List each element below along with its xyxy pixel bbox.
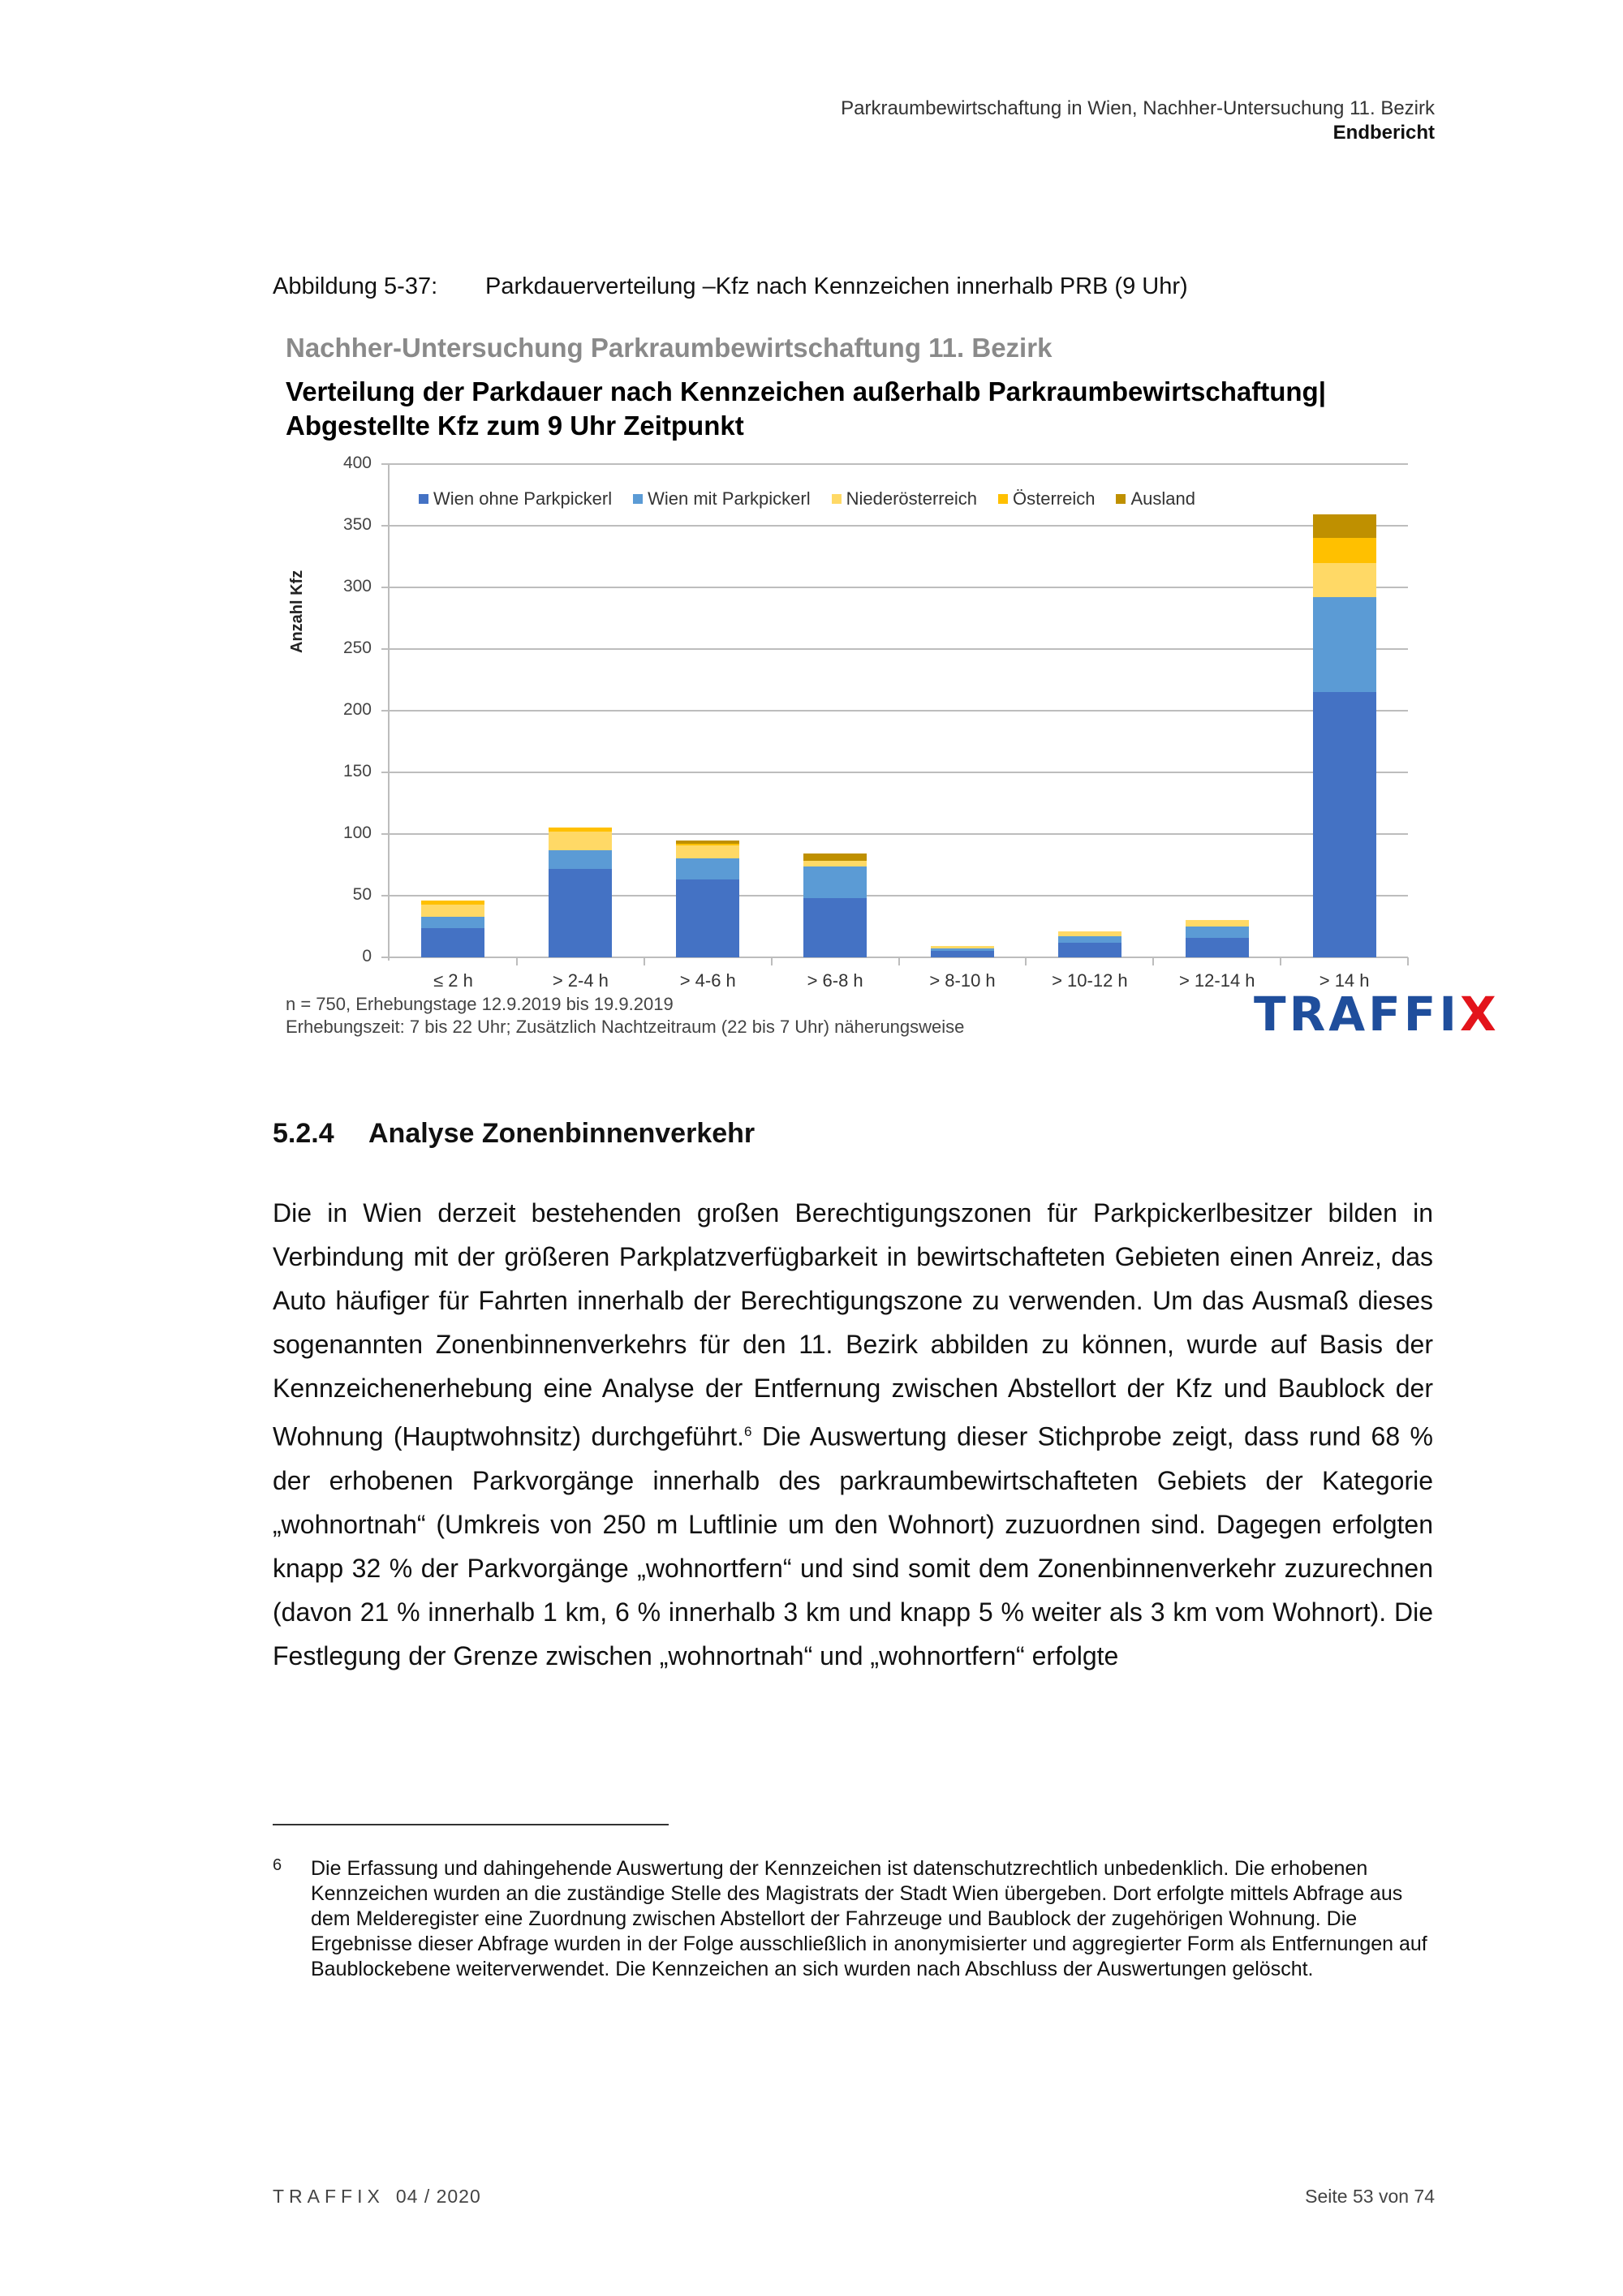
legend-item <box>633 488 810 510</box>
chart-title-line-1: Verteilung der Parkdauer nach Kennzeichen außerhalb Parkraumbewirtschaftung| <box>286 376 1326 406</box>
gridline <box>381 463 1408 465</box>
footnote-separator <box>273 1824 669 1825</box>
chart-note-time: Erhebungszeit: 7 bis 22 Uhr; Zusätzlich Nachtzeitraum (22 bis 7 Uhr) näherungsweise <box>286 1017 965 1037</box>
y-tick-label: 300 <box>342 577 372 595</box>
legend-item <box>1116 488 1195 510</box>
y-axis-line <box>388 464 390 961</box>
bar-stack <box>1186 920 1249 957</box>
body-paragraph <box>273 1191 1433 1678</box>
footnote-reference[interactable]: 6 <box>744 1424 752 1439</box>
x-tick <box>898 957 900 965</box>
bar-segment <box>1186 920 1249 927</box>
x-tick-label: > 4-6 h <box>679 970 736 991</box>
y-tick-label: 350 <box>342 515 372 534</box>
x-tick-label: > 2-4 h <box>552 970 609 991</box>
legend-label: Niederösterreich <box>846 488 977 509</box>
traffix-logo <box>1254 987 1500 1042</box>
chart-supertitle: Nachher-Untersuchung Parkraumbewirtschaftung 11. Bezirk <box>286 333 1053 363</box>
bar-stack <box>803 853 867 957</box>
chart-legend <box>419 488 1195 510</box>
gridline <box>381 833 1408 835</box>
legend-item <box>998 488 1095 510</box>
x-tick-label: > 10-12 h <box>1052 970 1128 991</box>
bar-segment <box>549 869 612 957</box>
bar-segment <box>1313 597 1376 692</box>
x-tick <box>1025 957 1027 965</box>
legend-item <box>832 488 977 510</box>
legend-swatch-icon <box>633 494 643 504</box>
figure-number: Abbildung 5-37: <box>273 273 438 299</box>
bar-stack <box>931 946 994 957</box>
running-header-subtitle: Endbericht <box>1332 122 1435 144</box>
body-text-part-1: Die in Wien derzeit bestehenden großen Berechtigungszonen für Parkpickerlbesitzer bilden in Verbindung mit der größeren Parkplatzverfügbarkeit in bewirtschafteten Gebieten einen Anreiz, das Auto häufiger für Fahrten innerhalb der Berechtigungszone zu verwenden. Um das Ausmaß dieses sogenannten Zonenbinnenverkehrs für den 11. Bezirk abbilden zu können, wurde auf Basis der Kennzeichenerhebung eine Analyse der Entfernung zwischen Abstellort der Kfz und Baublock der Wohnung (Hauptwohnsitz) durchgeführt. <box>273 1198 1433 1451</box>
legend-label: Österreich <box>1013 488 1096 509</box>
footnote-text: Die Erfassung und dahingehende Auswertung der Kennzeichen ist datenschutzrechtlich unbedenklich. Die erhobenen Kennzeichen wurden an die zuständige Stelle des Magistrats der Stadt Wien übergeben. Dort erfolgte mittels Abfrage aus dem Melderegister eine Zuordnung zwischen Abstellort der Fahrzeuge und Baublock der zugehörigen Wohnung. Die Ergebnisse dieser Abfrage wurden in der Folge ausschließlich in anonymisierter und aggregierter Form als Entfernungen auf Baublockebene weiterverwendet. Die Kennzeichen an sich wurden nach Abschluss der Auswertungen gelöscht. <box>311 1857 1427 1980</box>
x-tick <box>644 957 645 965</box>
legend-label: Ausland <box>1130 488 1195 509</box>
gridline <box>381 957 1408 958</box>
bar-segment <box>1313 514 1376 538</box>
bar-stack <box>421 901 484 957</box>
bar-segment <box>1186 927 1249 938</box>
bar-stack <box>676 841 739 957</box>
bar-stack <box>1058 931 1121 957</box>
legend-swatch-icon <box>832 494 842 504</box>
footer-left <box>273 2186 481 2208</box>
y-tick-label: 200 <box>342 700 372 719</box>
running-header-title: Parkraumbewirtschaftung in Wien, Nachher-Untersuchung 11. Bezirk <box>841 97 1435 119</box>
bar-segment <box>1058 936 1121 943</box>
y-tick-label: 400 <box>342 454 372 472</box>
section-heading <box>273 1118 755 1150</box>
bar-segment <box>1313 563 1376 598</box>
gridline <box>381 648 1408 650</box>
bar-segment <box>1058 943 1121 957</box>
section-number: 5.2.4 <box>273 1118 334 1149</box>
figure-caption <box>273 273 1188 300</box>
bar-segment <box>676 858 739 879</box>
bar-segment <box>1313 692 1376 957</box>
bar-segment <box>676 879 739 957</box>
logo-text-accent: X <box>1459 987 1500 1042</box>
bar-segment <box>421 905 484 917</box>
chart-title-line-2: Abgestellte Kfz zum 9 Uhr Zeitpunkt <box>286 411 744 441</box>
bar-segment <box>421 928 484 957</box>
y-axis-label: Anzahl Kfz <box>288 570 306 653</box>
bar-segment <box>421 917 484 928</box>
footer-date: 04 / 2020 <box>395 2186 481 2207</box>
bar-segment <box>931 951 994 957</box>
footer-brand: TRAFFIX <box>273 2186 385 2207</box>
y-tick-label: 150 <box>342 762 372 780</box>
x-tick-label: ≤ 2 h <box>433 970 473 991</box>
chart-title <box>286 375 1462 443</box>
bar-segment <box>803 853 867 861</box>
figure-caption-text: Parkdauerverteilung –Kfz nach Kennzeichen innerhalb PRB (9 Uhr) <box>485 273 1188 299</box>
section-title: Analyse Zonenbinnenverkehr <box>368 1118 756 1149</box>
chart-note-sample: n = 750, Erhebungstage 12.9.2019 bis 19.9.2019 <box>286 994 674 1014</box>
y-tick-label: 50 <box>352 885 372 904</box>
legend-label: Wien ohne Parkpickerl <box>433 488 613 509</box>
x-tick <box>1280 957 1281 965</box>
logo-text-main: TRAFFI <box>1254 987 1460 1042</box>
gridline <box>381 710 1408 712</box>
page-number: Seite 53 von 74 <box>1305 2186 1435 2207</box>
bar-segment <box>549 832 612 850</box>
y-tick-label: 100 <box>342 823 372 842</box>
x-tick-label: > 14 h <box>1319 970 1370 991</box>
footnote-number: 6 <box>273 1856 282 1874</box>
gridline <box>381 772 1408 773</box>
legend-label: Wien mit Parkpickerl <box>648 488 811 509</box>
x-tick <box>1407 957 1409 965</box>
bar-segment <box>803 866 867 899</box>
x-tick <box>516 957 518 965</box>
bar-segment <box>1313 538 1376 562</box>
x-tick-label: > 8-10 h <box>929 970 996 991</box>
bar-segment <box>1186 938 1249 957</box>
bar-segment <box>803 898 867 957</box>
gridline <box>381 895 1408 896</box>
gridline <box>381 587 1408 588</box>
legend-swatch-icon <box>419 494 428 504</box>
bar-stack <box>1313 514 1376 957</box>
y-tick-label: 0 <box>362 947 372 965</box>
y-tick-label: 250 <box>342 638 372 657</box>
gridline <box>381 525 1408 527</box>
legend-item <box>419 488 612 510</box>
body-text-part-2: Die Auswertung dieser Stichprobe zeigt, dass rund 68 % der erhobenen Parkvorgänge innerhalb des parkraumbewirtschafteten Gebiets der Kategorie „wohnortnah“ (Umkreis von 250 m Luftlinie um den Wohnort) zuzuordnen sind. Dagegen erfolgten knapp 32 % der Parkvorgänge „wohnortfern“ und sind somit dem Zonenbinnenverkehr zuzurechnen (davon 21 % innerhalb 1 km, 6 % innerhalb 3 km und knapp 5 % weiter als 3 km vom Wohnort). Die Festlegung der Grenze zwischen „wohnortnah“ und „wohnortfern“ erfolgte <box>273 1421 1433 1670</box>
x-tick-label: > 6-8 h <box>807 970 863 991</box>
x-tick <box>771 957 773 965</box>
x-tick-label: > 12-14 h <box>1178 970 1255 991</box>
legend-swatch-icon <box>1116 494 1126 504</box>
legend-swatch-icon <box>998 494 1008 504</box>
bar-segment <box>676 845 739 859</box>
x-tick <box>1152 957 1154 965</box>
bar-segment <box>549 850 612 869</box>
bar-stack <box>549 828 612 957</box>
